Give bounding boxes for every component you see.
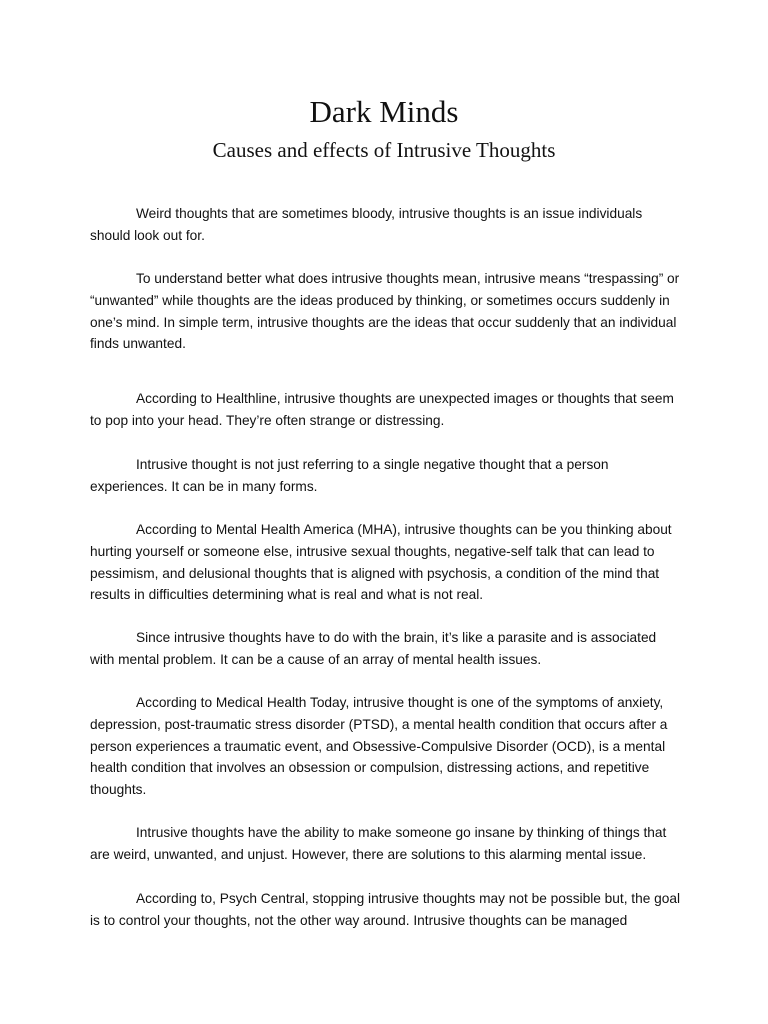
paragraph-6: Since intrusive thoughts have to do with the brain, it’s like a parasite and is associated with mental problem. It can be a cause of an array of mental health issues. bbox=[90, 630, 657, 667]
document-subtitle: Causes and effects of Intrusive Thoughts bbox=[212, 138, 556, 162]
paragraph-1: Weird thoughts that are sometimes bloody, intrusive thoughts is an issue individuals should look out for. bbox=[90, 206, 643, 243]
paragraph-9: According to, Psych Central, stopping intrusive thoughts may not be possible but, the goal is to control your thoughts, not the other way around. Intrusive thoughts can be managed bbox=[90, 891, 681, 928]
document-title: Dark Minds bbox=[309, 94, 459, 129]
paragraph-5: According to Mental Health America (MHA), intrusive thoughts can be you thinking about hurting yourself or someone else, intrusive sexual thoughts, negative-self talk that can lead to pessimism, and delusional thoughts that is aligned with psychosis, a condition of the mind that results in difficulties determining what is real and what is not real. bbox=[90, 522, 672, 603]
paragraph-3: According to Healthline, intrusive thoughts are unexpected images or thoughts that seem to pop into your head. They’re often strange or distressing. bbox=[90, 391, 674, 428]
paragraph-7: According to Medical Health Today, intrusive thought is one of the symptoms of anxiety, depression, post-traumatic stress disorder (PTSD), a mental health condition that occurs after a person experiences a traumatic event, and Obsessive-Compulsive Disorder (OCD), is a mental health condition that involves an obsession or compulsion, distressing actions, and repetitive thoughts. bbox=[90, 695, 668, 798]
paragraph-8: Intrusive thoughts have the ability to make someone go insane by thinking of things that are weird, unwanted, and unjust. However, there are solutions to this alarming mental issue. bbox=[90, 825, 667, 862]
paragraph-4: Intrusive thought is not just referring to a single negative thought that a person experiences. It can be in many forms. bbox=[90, 457, 609, 494]
paragraph-2: To understand better what does intrusive thoughts mean, intrusive means “trespassing” or “unwanted” while thoughts are the ideas produced by thinking, or sometimes occurs suddenly in one’s mind. In simple term, intrusive thoughts are the ideas that occur suddenly that an individual finds unwanted. bbox=[90, 271, 680, 352]
